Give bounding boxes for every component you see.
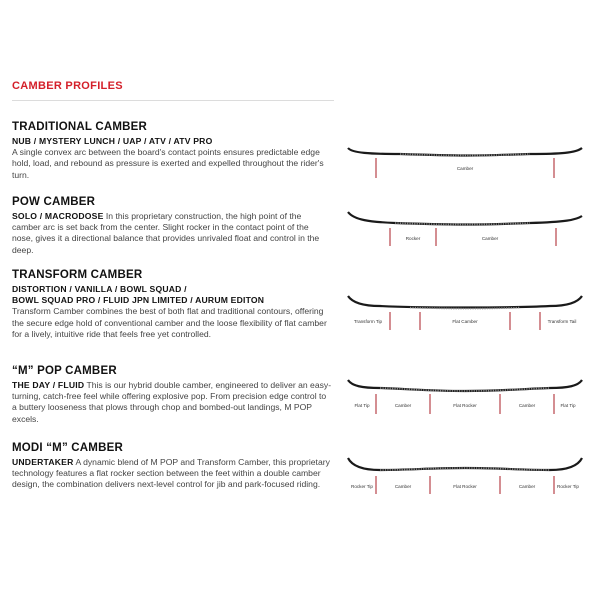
section-title: “M” POP CAMBER: [12, 365, 117, 377]
section-models: THE DAY / FLUID: [12, 380, 85, 390]
zone-label: Rocker Tip: [351, 484, 373, 489]
section-title: TRADITIONAL CAMBER: [12, 121, 147, 133]
zone-label: Transform Tip: [353, 319, 383, 324]
section-modi-m-camber: [12, 442, 332, 491]
zone-label: Flat Tip: [560, 403, 576, 408]
section-transform-camber: [12, 269, 332, 340]
zone-label: Camber: [481, 236, 499, 241]
diagram-pow-camber: [340, 206, 590, 252]
zone-label: Camber: [394, 484, 412, 489]
zone-label: Rocker: [405, 236, 421, 241]
section-text: [12, 136, 332, 181]
section-title: MODI “M” CAMBER: [12, 442, 123, 454]
section-title: TRANSFORM CAMBER: [12, 269, 143, 281]
board-profile: [348, 212, 582, 225]
section-m-pop-camber: [12, 365, 332, 425]
zone-label: Flat Tip: [354, 403, 370, 408]
zone-label: Camber: [394, 403, 412, 408]
diagram-traditional-camber: [340, 138, 590, 184]
diagram-modi-m-camber: [340, 452, 590, 498]
section-models: NUB / MYSTERY LUNCH / UAP / ATV / ATV PRO: [12, 136, 213, 146]
zone-label: Camber: [518, 484, 536, 489]
section-text: [12, 380, 332, 425]
board-profile: [348, 380, 582, 391]
section-models-line: BOWL SQUAD PRO / FLUID JPN LIMITED / AURUM EDITON: [12, 295, 265, 306]
section-text: [12, 211, 332, 256]
section-models: SOLO / MACRODOSE: [12, 211, 104, 221]
zone-label: Transform Tail: [547, 319, 577, 324]
zone-label: Rocker Tip: [557, 484, 579, 489]
section-models: UNDERTAKER: [12, 457, 74, 467]
zone-label: Flat Camber: [452, 319, 478, 324]
diagram-m-pop-camber: [340, 372, 590, 418]
zone-label: Camber: [518, 403, 536, 408]
page-header: [12, 80, 334, 101]
section-description: A single convex arc between the board's contact points ensures predictable edge hold, load, and rebound as pressure is exerted and expelled throughout the rider's turn.: [12, 147, 324, 180]
section-description: This is our hybrid double camber, engineered to deliver an easy-turning, catch-free feel while offering explosive pop. From precision edge control to a buttery looseness that plows through chop and bombed-out landings, M POP excels.: [12, 380, 332, 424]
section-models-line: DISTORTION / VANILLA / BOWL SQUAD /: [12, 284, 187, 294]
section-text: [12, 457, 332, 491]
section-models: [12, 284, 332, 306]
zone-label: Camber: [456, 166, 474, 171]
section-pow-camber: [12, 196, 332, 256]
board-profile: [348, 148, 582, 156]
zone-label: Flat Rocker: [453, 484, 477, 489]
section-description: Transform Camber combines the best of both flat and traditional contours, offering the secure edge hold of conventional camber and the loose flexibility of flat camber for a lively, intuitive ride that feels free yet controlled.: [12, 306, 327, 339]
section-description: In this proprietary construction, the high point of the camber arc is set back from the center. Slight rocker in the contact point of the nose, gives it a directional balance that provides unrivaled float and control in the deep.: [12, 211, 320, 255]
zone-label: Flat Rocker: [453, 403, 477, 408]
page-title: CAMBER PROFILES: [12, 80, 334, 101]
section-description: A dynamic blend of M POP and Transform Camber, this proprietary technology features a flat rocker section between the feet within a double camber design, the combination delivers next-level control for jib and park-focused riding.: [12, 457, 330, 490]
board-profile: [348, 296, 582, 308]
section-title: POW CAMBER: [12, 196, 96, 208]
diagram-transform-camber: [340, 288, 590, 334]
section-traditional-camber: [12, 121, 332, 181]
